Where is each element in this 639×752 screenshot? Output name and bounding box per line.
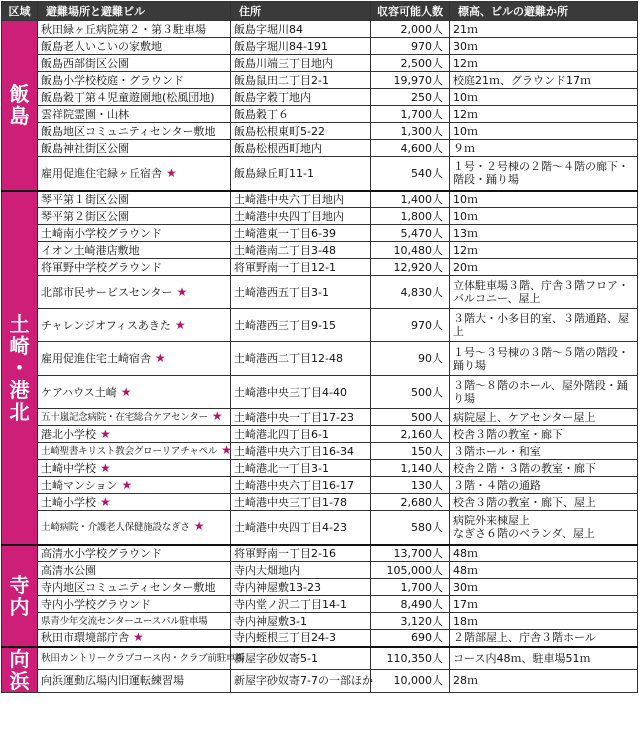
shelter-address: 将軍野南一丁目2-16: [231, 545, 371, 562]
star-icon: ★: [155, 351, 166, 365]
shelter-capacity: 4,830人: [371, 276, 450, 309]
shelter-name-text: 高清水公園: [41, 563, 96, 577]
table-row: [2, 157, 638, 191]
shelter-address: 飯島字穀丁地内: [231, 89, 371, 106]
shelter-capacity: 1,140人: [371, 460, 450, 477]
shelter-elevation: 20ｍ: [450, 259, 638, 276]
shelter-name-text: 土崎南小学校グラウンド: [41, 226, 162, 240]
shelter-address: 飯島松根東町5-22: [231, 123, 371, 140]
shelter-address: 土崎港中央三丁目4-40: [231, 376, 371, 409]
shelter-address: 土崎港中央一丁目17-23: [231, 409, 371, 426]
shelter-elevation: 48ｍ: [450, 562, 638, 579]
shelter-name: [38, 460, 231, 477]
shelter-name: [38, 89, 231, 106]
shelter-name: [38, 106, 231, 123]
table-row: [2, 426, 638, 443]
shelter-name: [38, 669, 231, 692]
shelter-name-text: 寺内地区コミュニティセンター敷地: [41, 580, 216, 594]
shelter-elevation: 21ｍ: [450, 21, 638, 38]
shelter-elevation: 病院外来棟屋上 なぎさ６階のベランダ、屋上: [450, 511, 638, 545]
shelter-name-text: 雇用促進住宅緑ヶ丘宿舎: [41, 166, 162, 180]
shelter-capacity: 110,350人: [371, 647, 450, 670]
shelter-name-text: イオン土崎港店敷地: [41, 243, 140, 257]
shelter-name: [38, 21, 231, 38]
table-row: [2, 376, 638, 409]
shelter-capacity: 105,000人: [371, 562, 450, 579]
header-elevation: 標高、ビルの避難か所: [450, 2, 638, 21]
shelter-address: 寺内神屋敷3-1: [231, 613, 371, 630]
table-row: [2, 613, 638, 630]
header-district: 区域: [2, 2, 38, 21]
shelter-name-text: 秋田市環境部庁舎: [41, 631, 129, 645]
shelter-address: 飯島緑丘町11-1: [231, 157, 371, 191]
shelter-name: [38, 72, 231, 89]
shelter-capacity: 1,400人: [371, 191, 450, 208]
shelter-name-text: 土崎聖書キリスト教会グローリアチャペル: [41, 446, 218, 457]
shelter-name: [38, 409, 231, 426]
shelter-address: 飯島字堀川84: [231, 21, 371, 38]
shelter-elevation: 10ｍ: [450, 208, 638, 225]
shelter-capacity: 3,120人: [371, 613, 450, 630]
star-icon: ★: [133, 630, 144, 645]
shelter-capacity: 1,700人: [371, 579, 450, 596]
table-row: [2, 89, 638, 106]
shelter-address: 飯島穀丁６: [231, 106, 371, 123]
district-label: [2, 545, 38, 647]
header-address: 住所: [231, 2, 371, 21]
shelter-capacity: 1,800人: [371, 208, 450, 225]
shelter-name: [38, 511, 231, 545]
shelter-name-text: 飯島穀丁第４児童遊園地(松風団地): [41, 90, 215, 104]
shelter-name: [38, 242, 231, 259]
header-shelter: 避難場所と避難ビル: [38, 2, 231, 21]
district-label-text: 寺 内: [9, 572, 30, 619]
shelter-capacity: 150人: [371, 443, 450, 460]
star-icon: ★: [100, 460, 111, 475]
shelter-name-text: 港北小学校: [41, 427, 96, 441]
shelter-name-text: 飯島西部街区公園: [41, 56, 129, 70]
shelter-name-text: 向浜運動広場内旧運転練習場: [41, 674, 184, 688]
shelter-elevation: 30ｍ: [450, 38, 638, 55]
shelter-elevation: 18ｍ: [450, 613, 638, 630]
shelter-elevation: コース内48ｍ、駐車場51ｍ: [450, 647, 638, 670]
shelter-address: 将軍野南一丁目12-1: [231, 259, 371, 276]
shelter-address: 土崎港中央六丁目16-34: [231, 443, 371, 460]
table-row: [2, 494, 638, 511]
shelter-capacity: 5,470人: [371, 225, 450, 242]
shelter-name: [38, 123, 231, 140]
shelter-name-text: 琴平第１街区公園: [41, 192, 129, 206]
shelter-capacity: 2,680人: [371, 494, 450, 511]
header-capacity: 収容可能人数: [371, 2, 450, 21]
shelter-address: 土崎港北一丁目3-1: [231, 460, 371, 477]
table-row: [2, 225, 638, 242]
shelter-address: 土崎港北四丁目6-1: [231, 426, 371, 443]
table-row: [2, 443, 638, 460]
table-row: [2, 106, 638, 123]
table-row: [2, 596, 638, 613]
shelter-capacity: 250人: [371, 89, 450, 106]
shelter-address: 寺内堂ノ沢二丁目14-1: [231, 596, 371, 613]
shelter-capacity: 1,300人: [371, 123, 450, 140]
shelter-name: [38, 191, 231, 208]
shelter-elevation: 校舎２階・３階の教室・廊下: [450, 460, 638, 477]
shelter-name: [38, 443, 231, 460]
district-label: [2, 191, 38, 545]
shelter-elevation: 立体駐車場３階、庁舎３階フロア・バルコニー、屋上: [450, 276, 638, 309]
table-row: [2, 242, 638, 259]
shelter-name: [38, 225, 231, 242]
table-row: [2, 140, 638, 157]
table-row: [2, 55, 638, 72]
table-row: [2, 191, 638, 208]
shelter-name: [38, 259, 231, 276]
shelter-elevation: 12ｍ: [450, 106, 638, 123]
table-row: [2, 511, 638, 545]
shelter-capacity: 690人: [371, 630, 450, 647]
star-icon: ★: [100, 426, 111, 441]
shelter-elevation: 12ｍ: [450, 55, 638, 72]
shelter-capacity: 2,500人: [371, 55, 450, 72]
shelter-name: [38, 494, 231, 511]
shelter-name: [38, 208, 231, 225]
table-row: [2, 208, 638, 225]
shelter-elevation: 校庭21ｍ、グラウンド17ｍ: [450, 72, 638, 89]
star-icon: ★: [120, 384, 132, 399]
district-label: [2, 647, 38, 693]
table-row: [2, 545, 638, 562]
shelter-name-text: 五十嵐記念病院・在宅総合ケアセンター: [41, 412, 208, 423]
table-body: [2, 21, 638, 693]
shelter-name: [38, 55, 231, 72]
star-icon: ★: [193, 519, 205, 534]
shelter-elevation: 48ｍ: [450, 545, 638, 562]
table-row: [2, 276, 638, 309]
shelter-capacity: 580人: [371, 511, 450, 545]
shelter-elevation: ３階・４階の通路: [450, 477, 638, 494]
shelter-table: [1, 1, 638, 693]
shelter-name-text: ケアハウス土崎: [41, 385, 117, 399]
shelter-address: 飯島松根西町地内: [231, 140, 371, 157]
shelter-name-text: 飯島神社街区公園: [41, 141, 129, 155]
shelter-elevation: １号～３号棟の３階～５階の階段・踊り場: [450, 342, 638, 376]
shelter-name: [38, 140, 231, 157]
table-row: [2, 123, 638, 140]
shelter-name: [38, 579, 231, 596]
shelter-name-text: 秋田緑ヶ丘病院第２・第３駐車場: [41, 22, 206, 36]
shelter-address: 寺内神屋敷13-23: [231, 579, 371, 596]
shelter-elevation: 12ｍ: [450, 242, 638, 259]
shelter-name: [38, 276, 231, 309]
shelter-name: [38, 376, 231, 409]
shelter-capacity: 4,600人: [371, 140, 450, 157]
shelter-name: [38, 596, 231, 613]
table-row: [2, 342, 638, 376]
shelter-elevation: 30ｍ: [450, 579, 638, 596]
district-label: [2, 21, 38, 191]
shelter-name-text: 北部市民サービスセンター: [41, 285, 173, 299]
shelter-name: [38, 38, 231, 55]
table-row: [2, 477, 638, 494]
shelter-capacity: 500人: [371, 409, 450, 426]
table-row: [2, 669, 638, 692]
table-row: [2, 460, 638, 477]
table-row: [2, 21, 638, 38]
shelter-elevation: 病院屋上、ケアセンター屋上: [450, 409, 638, 426]
shelter-capacity: 90人: [371, 342, 450, 376]
shelter-name: [38, 157, 231, 191]
header-row: [2, 2, 638, 21]
shelter-name: [38, 426, 231, 443]
shelter-name-text: 将軍野中学校グラウンド: [41, 260, 162, 274]
table-row: [2, 309, 638, 342]
shelter-name: [38, 630, 231, 647]
shelter-address: 寺内大畑地内: [231, 562, 371, 579]
shelter-capacity: 19,970人: [371, 72, 450, 89]
shelter-elevation: 28ｍ: [450, 669, 638, 692]
table-row: [2, 647, 638, 670]
shelter-address: 土崎港西二丁目12-48: [231, 342, 371, 376]
shelter-name: [38, 562, 231, 579]
shelter-address: 飯島字堀川84-191: [231, 38, 371, 55]
shelter-name-text: 県青少年交流センターユースパル駐車場: [41, 615, 208, 627]
district-label-text: 土 崎 ・ 港 北: [9, 311, 30, 424]
shelter-address: 新屋字砂奴寄5-1: [231, 647, 371, 670]
shelter-elevation: 13ｍ: [450, 225, 638, 242]
star-icon: ★: [221, 443, 232, 457]
shelter-elevation: ３階大・小多目的室、３階通路、屋上: [450, 309, 638, 342]
shelter-name-text: 土崎中学校: [41, 461, 96, 475]
star-icon: ★: [166, 165, 177, 180]
shelter-name: [38, 613, 231, 630]
star-icon: ★: [100, 494, 111, 509]
shelter-name-text: 琴平第２街区公園: [41, 209, 129, 223]
shelter-address: 土崎港東一丁目6-39: [231, 225, 371, 242]
shelter-address: 寺内蛭根三丁目24-3: [231, 630, 371, 647]
shelter-elevation: 校舎３階の教室・廊下: [450, 426, 638, 443]
shelter-capacity: 500人: [371, 376, 450, 409]
shelter-elevation: ９ｍ: [450, 140, 638, 157]
district-label-text: 飯 島: [9, 82, 30, 129]
shelter-elevation: 10ｍ: [450, 89, 638, 106]
shelter-name-text: 高清水小学校グラウンド: [41, 546, 162, 560]
shelter-name-text: 雇用促進住宅土崎宿舎: [41, 352, 151, 365]
shelter-capacity: 10,000人: [371, 669, 450, 692]
shelter-address: 土崎港中央六丁目16-17: [231, 477, 371, 494]
shelter-name-text: 土崎小学校: [41, 495, 96, 509]
shelter-name-text: チャレンジオフィスあきた: [41, 318, 171, 332]
shelter-address: 飯島鼠田二丁目2-1: [231, 72, 371, 89]
shelter-capacity: 12,920人: [371, 259, 450, 276]
shelter-elevation: 17ｍ: [450, 596, 638, 613]
shelter-elevation: 10ｍ: [450, 191, 638, 208]
shelter-capacity: 1,700人: [371, 106, 450, 123]
shelter-name: [38, 342, 231, 376]
shelter-capacity: 13,700人: [371, 545, 450, 562]
shelter-name-text: 飯島地区コミュニティセンター敷地: [41, 124, 216, 138]
star-icon: ★: [121, 477, 133, 492]
shelter-capacity: 130人: [371, 477, 450, 494]
shelter-name-text: 雲祥院霊園・山林: [41, 107, 129, 121]
table-row: [2, 579, 638, 596]
shelter-name-text: 土崎病院・介護老人保健施設なぎさ: [41, 522, 190, 534]
shelter-name: [38, 309, 231, 342]
shelter-capacity: 2,160人: [371, 426, 450, 443]
star-icon: ★: [211, 409, 223, 423]
table-row: [2, 409, 638, 426]
shelter-capacity: 8,490人: [371, 596, 450, 613]
shelter-address: 新屋字砂奴寄7-7の一部ほか: [231, 669, 371, 692]
shelter-elevation: １号・２号棟の２階～４階の廊下・階段・踊り場: [450, 157, 638, 191]
shelter-address: 土崎港西五丁目3-1: [231, 276, 371, 309]
shelter-name-text: 飯島老人いこいの家敷地: [41, 39, 162, 53]
shelter-name-text: 秋田カントリークラブコース内・クラブ前駐車場: [41, 652, 245, 664]
shelter-elevation: 校舎３階の教室・廊下、屋上: [450, 494, 638, 511]
shelter-address: 土崎港中央三丁目1-78: [231, 494, 371, 511]
shelter-capacity: 2,000人: [371, 21, 450, 38]
shelter-address: 飯島川端三丁目地内: [231, 55, 371, 72]
table-row: [2, 562, 638, 579]
table-row: [2, 38, 638, 55]
shelter-address: 土崎港南二丁目3-48: [231, 242, 371, 259]
star-icon: ★: [176, 284, 188, 299]
shelter-capacity: 970人: [371, 309, 450, 342]
table-row: [2, 72, 638, 89]
shelter-name-text: 寺内小学校グラウンド: [41, 597, 151, 611]
shelter-capacity: 970人: [371, 38, 450, 55]
shelter-elevation: ３階ホール・和室: [450, 443, 638, 460]
shelter-capacity: 10,480人: [371, 242, 450, 259]
shelter-address: 土崎港中央四丁目地内: [231, 208, 371, 225]
shelter-address: 土崎港中央四丁目4-23: [231, 511, 371, 545]
star-icon: ★: [174, 317, 186, 332]
shelter-elevation: ３階～８階のホール、屋外階段・踊り場: [450, 376, 638, 409]
table-row: [2, 259, 638, 276]
district-label-text: 向 浜: [9, 646, 30, 693]
shelter-name: [38, 545, 231, 562]
shelter-address: 土崎港中央六丁目地内: [231, 191, 371, 208]
shelter-name: [38, 477, 231, 494]
shelter-address: 土崎港西三丁目9-15: [231, 309, 371, 342]
shelter-name-text: 土崎マンション: [41, 478, 118, 492]
shelter-elevation: ２階部屋上、庁舎３階ホール: [450, 630, 638, 647]
shelter-capacity: 540人: [371, 157, 450, 191]
shelter-elevation: 10ｍ: [450, 123, 638, 140]
table-row: [2, 630, 638, 647]
shelter-name-text: 飯島小学校校庭・グラウンド: [41, 73, 184, 87]
shelter-name: [38, 647, 245, 670]
